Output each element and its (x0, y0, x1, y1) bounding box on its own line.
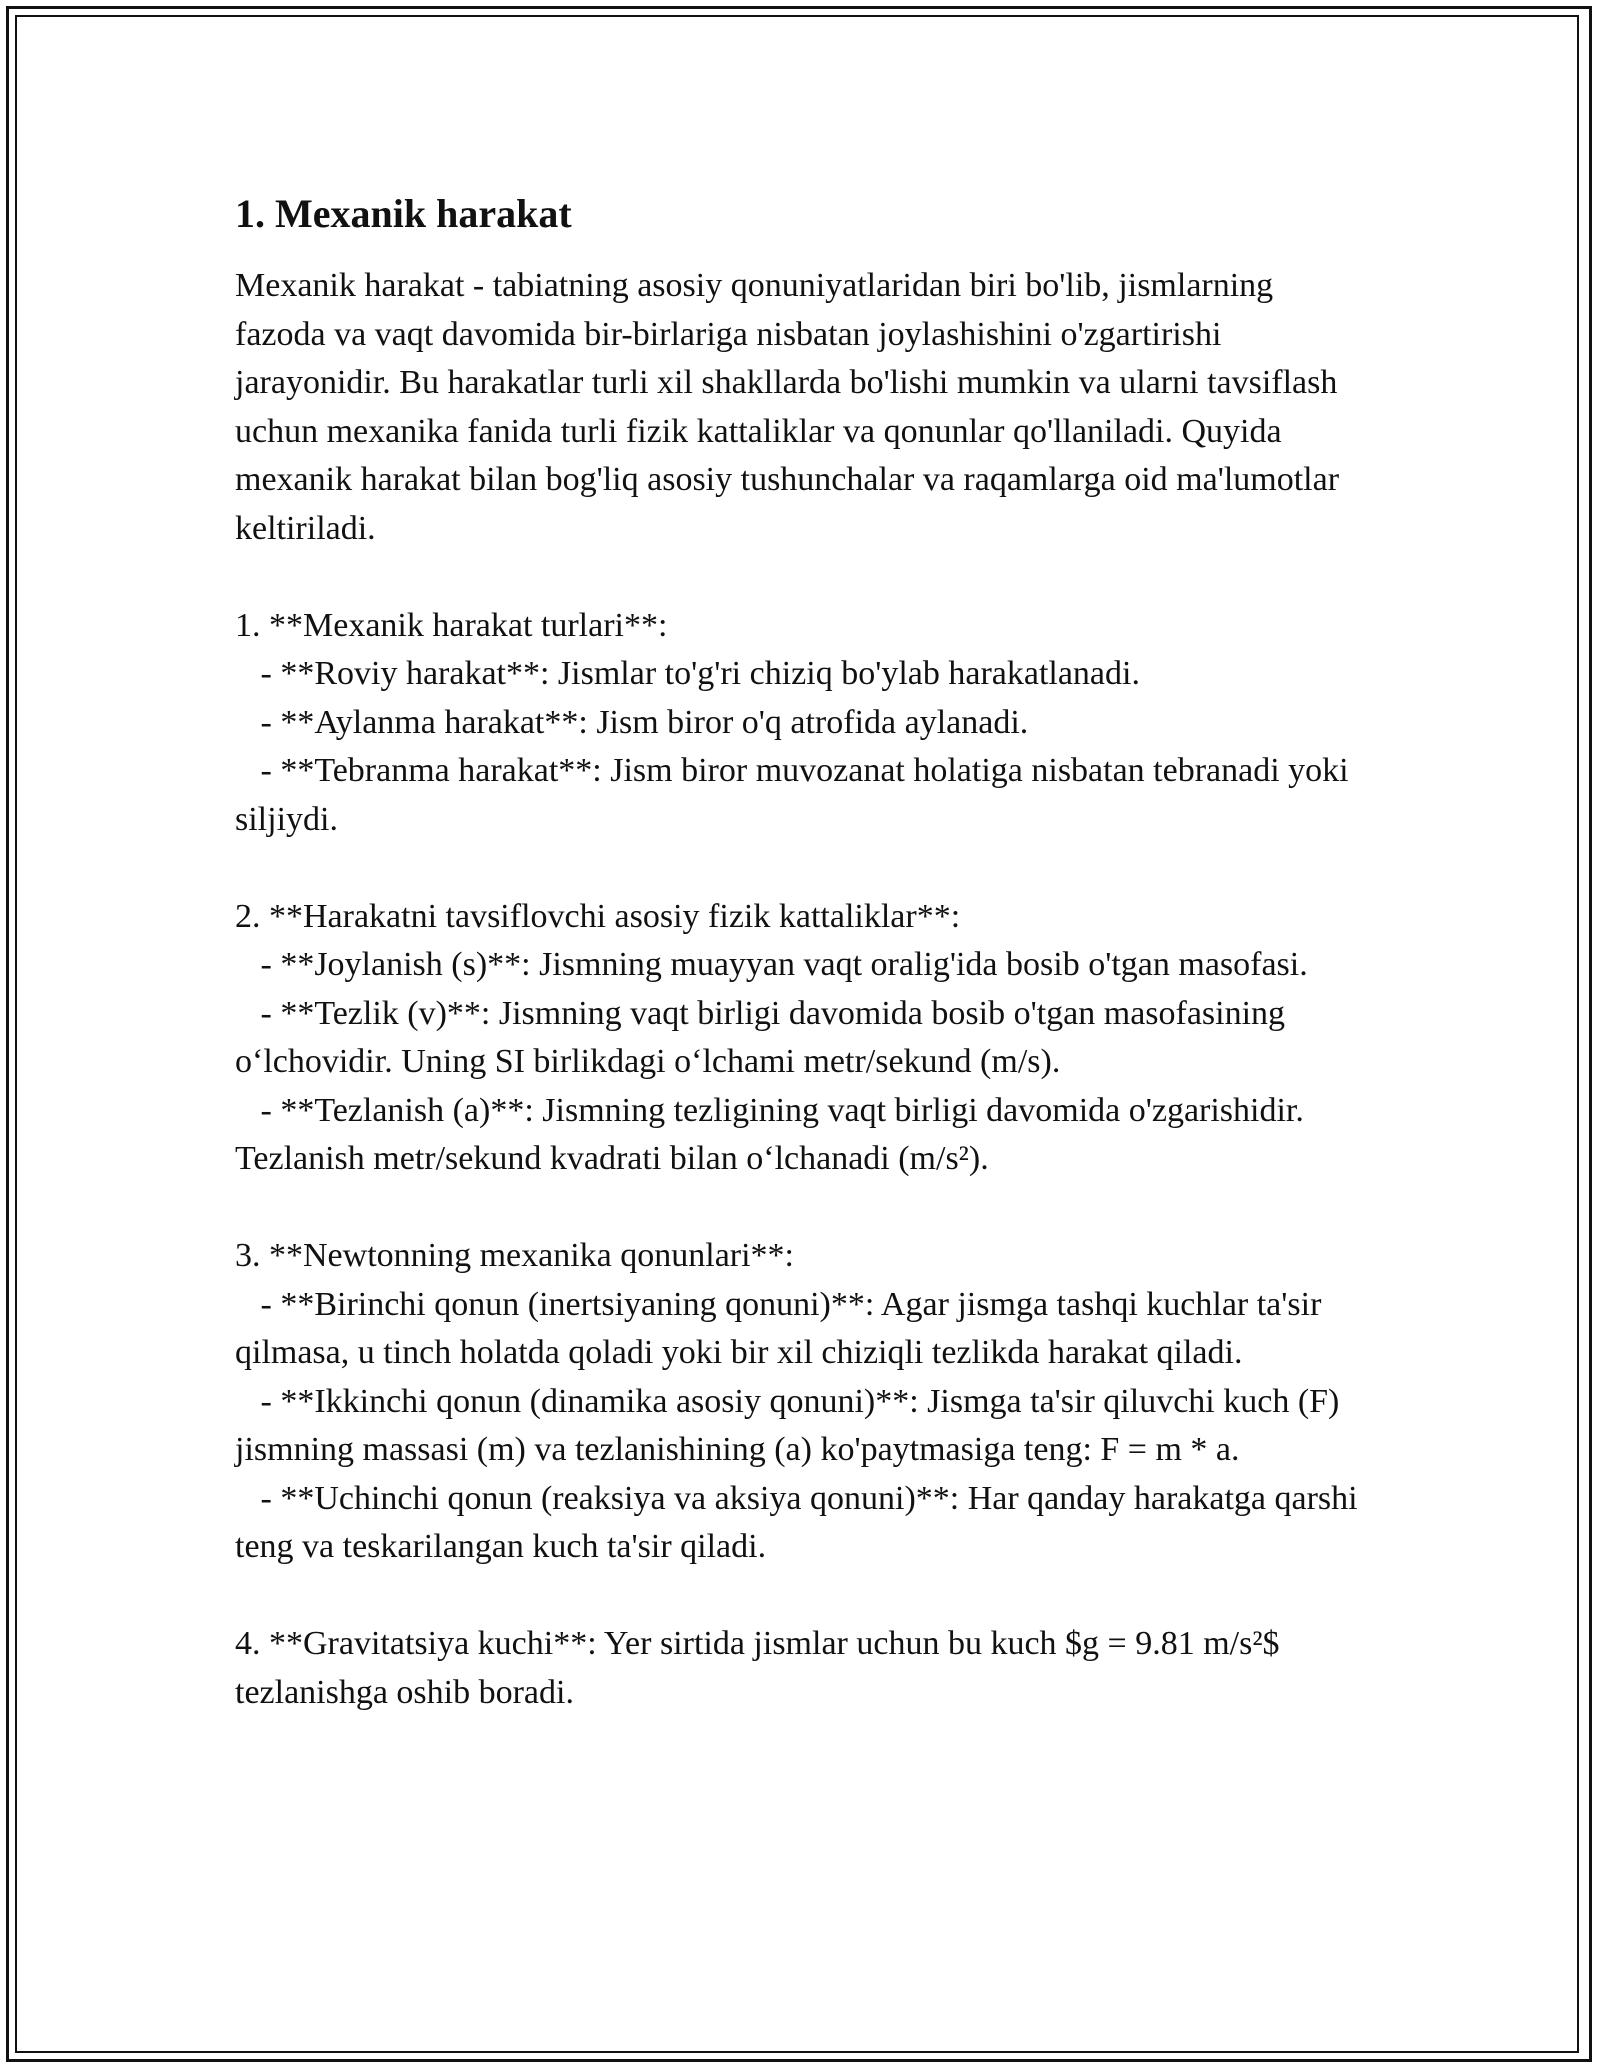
paragraph-spacer (235, 1184, 1370, 1233)
document-body (235, 182, 1370, 1717)
list-item: - **Tebranma harakat**: Jism biror muvozanat holatiga nisbatan tebranadi yoki siljiydi. (235, 752, 1358, 838)
section-heading: 2. **Harakatni tavsiflovchi asosiy fizik kattaliklar**: (235, 897, 961, 935)
paragraph-spacer (235, 844, 1370, 893)
list-item: - **Tezlik (v)**: Jismning vaqt birligi davomida bosib o'tgan masofasining o‘lchovidir. Uning SI birlikdagi o‘lchami metr/sekund (m/s). (235, 994, 1294, 1080)
section-4 (235, 1620, 1370, 1717)
section-heading: 4. **Gravitatsiya kuchi**: Yer sirtida jismlar uchun bu kuch $g = 9.81 m/s²$ tezlanishga oshib boradi. (235, 1625, 1289, 1711)
paragraph-spacer (235, 1572, 1370, 1621)
section-1 (235, 602, 1370, 845)
intro-paragraph: Mexanik harakat - tabiatning asosiy qonuniyatlaridan biri bo'lib, jismlarning fazoda va vaqt davomida bir-birlariga nisbatan joylashishini o'zgartirishi jarayonidir. Bu harakatlar turli xil shakllarda bo'lishi mumkin va ularni tavsiflash uchun mexanika fanida turli fizik kattaliklar va qonunlar qo'llaniladi. Quyida mexanik harakat bilan bog'liq asosiy tushunchalar va raqamlarga oid ma'lumotlar keltiriladi. (235, 267, 1348, 547)
list-item: - **Birinchi qonun (inertsiyaning qonuni)**: Agar jismga tashqi kuchlar ta'sir qilmasa, u tinch holatda qoladi yoki bir xil chiziqli tezlikda harakat qiladi. (235, 1285, 1330, 1371)
document-title: 1. Mexanik harakat (235, 191, 572, 236)
list-item: - **Uchinchi qonun (reaksiya va aksiya qonuni)**: Har qanday harakatga qarshi teng va teskarilangan kuch ta'sir qiladi. (235, 1479, 1367, 1565)
list-item: - **Aylanma harakat**: Jism biror o'q atrofida aylanadi. (235, 703, 1029, 741)
section-heading: 1. **Mexanik harakat turlari**: (235, 606, 668, 644)
list-item: - **Ikkinchi qonun (dinamika asosiy qonuni)**: Jismga ta'sir qiluvchi kuch (F) jismning massasi (m) va tezlanishining (a) ko'paytmasiga teng: F = m * a. (235, 1382, 1348, 1468)
section-2 (235, 893, 1370, 1184)
section-heading: 3. **Newtonning mexanika qonunlari**: (235, 1237, 795, 1274)
paragraph-spacer (235, 553, 1370, 602)
section-3 (235, 1232, 1370, 1572)
list-item: - **Tezlanish (a)**: Jismning tezligining vaqt birligi davomida o'zgarishidir. Tezlanish metr/sekund kvadrati bilan o‘lchanadi (m/s²). (235, 1091, 1312, 1177)
list-item: - **Joylanish (s)**: Jismning muayyan vaqt oralig'ida bosib o'tgan masofasi. (235, 946, 1308, 983)
list-item: - **Roviy harakat**: Jismlar to'g'ri chiziq bo'ylab harakatlanadi. (235, 655, 1140, 692)
